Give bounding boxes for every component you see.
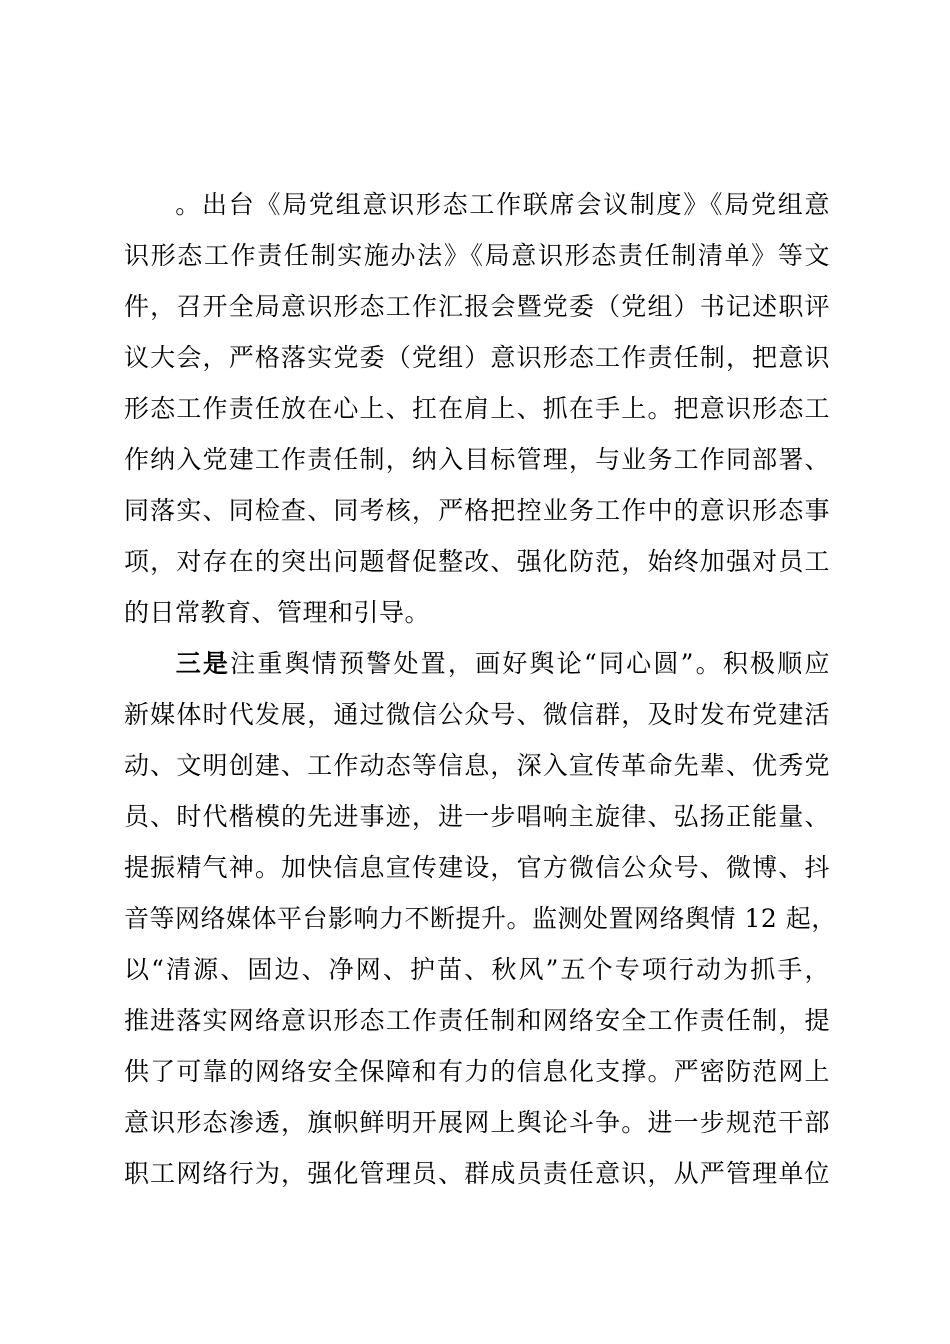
paragraph2-line: 新媒体时代发展，通过微信公众号、微信群，及时发布党建活 <box>124 700 830 729</box>
paragraph2-line: 意识形态渗透，旗帜鲜明开展网上舆论斗争。进一步规范干部 <box>124 1108 830 1137</box>
paragraph2-lead: 三是 <box>174 649 231 678</box>
paragraph1-line: 件，召开全局意识形态工作汇报会暨党委（党组）书记述职评 <box>124 292 830 321</box>
line-text: 。出台《局党组意识形态工作联席会议制度》《局党组意 <box>174 190 830 219</box>
paragraph1-line: 形态工作责任放在心上、扛在肩上、抓在手上。把意识形态工 <box>124 394 830 423</box>
paragraph1-line: 作纳入党建工作责任制，纳入目标管理，与业务工作同部署、 <box>124 445 830 474</box>
paragraph1-line: 项，对存在的突出问题督促整改、强化防范，始终加强对员工 <box>124 547 830 576</box>
paragraph2-line: 音等网络媒体平台影响力不断提升。监测处置网络舆情 12 起， <box>124 904 837 933</box>
paragraph2-line: 员、时代楷模的先进事迹，进一步唱响主旋律、弘扬正能量、 <box>124 802 830 831</box>
paragraph2-line: 推进落实网络意识形态工作责任制和网络安全工作责任制，提 <box>124 1006 830 1035</box>
paragraph1-line: 议大会，严格落实党委（党组）意识形态工作责任制，把意识 <box>124 343 830 372</box>
line-text: 注重舆情预警处置，画好舆论“同心圆”。积极顺应 <box>230 649 830 678</box>
paragraph1-line <box>124 185 830 225</box>
paragraph1-line: 的日常教育、管理和引导。 <box>124 598 431 627</box>
paragraph2-line: 职工网络行为，强化管理员、群成员责任意识，从严管理单位 <box>124 1159 830 1188</box>
paragraph2-line: 提振精气神。加快信息宣传建设，官方微信公众号、微博、抖 <box>124 853 830 882</box>
paragraph2-line: 供了可靠的网络安全保障和有力的信息化支撑。严密防范网上 <box>124 1057 830 1086</box>
paragraph1-line: 同落实、同检查、同考核，严格把控业务工作中的意识形态事 <box>124 496 830 525</box>
paragraph2-line: 动、文明创建、工作动态等信息，深入宣传革命先辈、优秀党 <box>124 751 830 780</box>
paragraph1-line: 识形态工作责任制实施办法》《局意识形态责任制清单》等文 <box>124 241 830 270</box>
paragraph2-line: 以“清源、固边、净网、护苗、秋风”五个专项行动为抓手， <box>124 955 830 984</box>
paragraph2-first-line <box>124 644 830 684</box>
